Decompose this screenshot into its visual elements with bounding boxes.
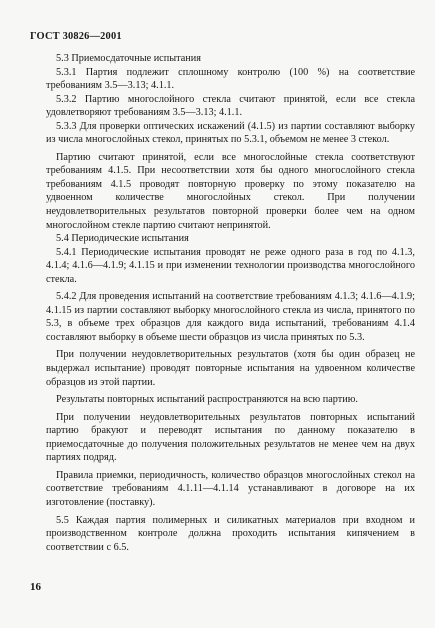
paragraph-retest: При получении неудовлетворительных результатов (хотя бы один образец не выдержал испытание) проводят повторные испытания на удвоенном количестве образцов из этой партии.: [46, 349, 415, 388]
paragraph-5-3-1: 5.3.1 Партия подлежит сплошному контролю (100 %) на соответствие требованиям 3.5—3.13; 4.1.1.: [46, 66, 415, 92]
paragraph-5-4-1: 5.4.1 Периодические испытания проводят не реже одного раза в год по 4.1.3, 4.1.4; 4.1.6—4.1.9; 4.1.15 и при изменении технологии производства многослойного стекла.: [46, 246, 415, 285]
page-number: 16: [30, 581, 41, 593]
paragraph-acceptance-rules: Правила приемки, периодичность, количество образцов многослойных стекол на соответствие требованиям 4.1.11—4.1.14 устанавливают в договоре на их изготовление (поставку).: [46, 469, 415, 508]
paragraph-rejection: При получении неудовлетворительных результатов повторных испытаний партию бракуют и переводят испытания по данному показателю в приемосдаточные до получения положительных результатов не менее чем на двух партиях подряд.: [46, 411, 415, 464]
paragraph-5-3-2: 5.3.2 Партию многослойного стекла считают принятой, если все стекла удовлетворяют требованиям 3.5—3.13; 4.1.1.: [46, 93, 415, 119]
paragraph-5-4-2: 5.4.2 Для проведения испытаний на соответствие требованиям 4.1.3; 4.1.6—4.1.9; 4.1.15 из партии составляют выборку многослойного стекла из числа, принятого по 5.3, в объеме трех образцов для каждого вида испытаний, требованиям 4.1.4 составляют выборку в объеме шести образцов из числа принятых по 5.3.: [46, 291, 415, 343]
paragraph-5-3-3: 5.3.3 Для проверки оптических искажений (4.1.5) из партии составляют выборку из числа многослойных стекол, принятых по 5.3.1, объемом не менее 3 стекол.: [46, 120, 415, 146]
document-header: ГОСТ 30826—2001: [30, 31, 122, 42]
section-heading-5-3: 5.3 Приемосдаточные испытания: [56, 53, 201, 64]
section-heading-5-4: 5.4 Периодические испытания: [56, 233, 189, 245]
paragraph-retest-results: Результаты повторных испытаний распространяются на всю партию.: [56, 394, 358, 406]
document-body: [46, 52, 415, 554]
paragraph-5-5: 5.5 Каждая партия полимерных и силикатных материалов при входном и производственном контроле должна проходить испытания кипячением в соответствии с 6.5.: [46, 514, 415, 553]
paragraph-acceptance: Партию считают принятой, если все многослойные стекла соответствуют требованиям 4.1.5. При несоответствии хотя бы одного многослойного стекла требованиям 4.1.5 проводят повторную проверку по этому показателю на удвоенном количестве многослойных стекол. При получении неудовлетворительных результатов повторной проверки более чем на одном многослойном стекле партию считают непринятой.: [46, 151, 415, 231]
